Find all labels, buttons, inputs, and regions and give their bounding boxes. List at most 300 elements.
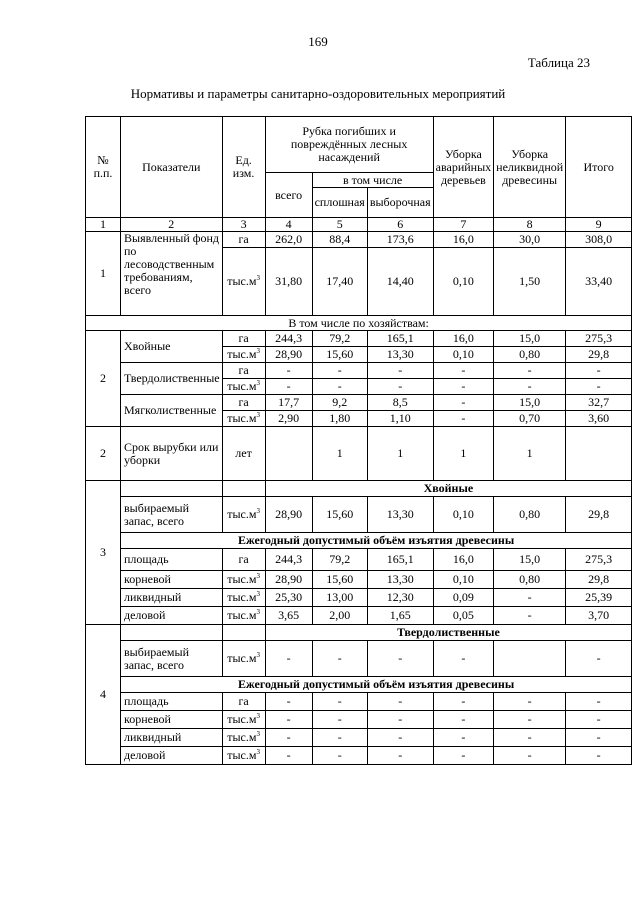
value-cell [265, 347, 312, 363]
unit-cell [222, 232, 265, 248]
value-cell [367, 693, 433, 711]
cell-text: - [337, 730, 342, 744]
value-cell [367, 395, 433, 411]
cell-text: 0,10 [452, 274, 474, 288]
header-clear [312, 188, 367, 218]
indicator-label [121, 331, 223, 363]
cell-text: - [337, 363, 342, 377]
column-number [222, 218, 265, 232]
cell-text: - [398, 694, 403, 708]
cell-text: 1 [526, 446, 533, 460]
unit-cell [222, 379, 265, 395]
column-number [367, 218, 433, 232]
cell-text: 8,5 [392, 395, 408, 409]
value-cell [265, 427, 312, 481]
cell-text: - [527, 694, 532, 708]
value-cell [566, 497, 632, 533]
header-illiquid [494, 117, 566, 218]
cell-text: 88,4 [329, 232, 351, 246]
value-cell [265, 607, 312, 625]
column-number [566, 218, 632, 232]
cell-text: Ежегодный допустимый объём изъятия древесины [237, 677, 515, 691]
value-cell [265, 248, 312, 316]
cell-text: 173,6 [386, 232, 414, 246]
cell-text: - [286, 730, 291, 744]
cell-text: Срок вырубки или уборки [124, 439, 219, 467]
cell-text: 4 [285, 217, 292, 231]
value-cell [312, 427, 367, 481]
cell-text: - [461, 748, 466, 762]
value-cell [312, 232, 367, 248]
column-number [265, 218, 312, 232]
cell-text: - [286, 712, 291, 726]
value-cell [367, 331, 433, 347]
blank-cell [222, 625, 265, 641]
value-cell [312, 589, 367, 607]
cell-text: 25,39 [585, 590, 613, 604]
cell-text: 1 [100, 217, 106, 231]
cell-text: выборочная [369, 195, 431, 209]
cell-text: тыс.м [227, 379, 257, 393]
cell-text: 15,0 [519, 552, 541, 566]
cell-text: 33,40 [585, 274, 613, 288]
value-cell [367, 589, 433, 607]
cell-text: Рубка погибших и повреждённых лесных насаждений [290, 124, 408, 164]
cubic-superscript: 3 [256, 572, 260, 580]
cell-text: 29,8 [588, 572, 610, 586]
cell-text: - [596, 712, 601, 726]
cell-text: - [286, 694, 291, 708]
cell-text: тыс.м [227, 274, 257, 288]
cell-text: 15,60 [326, 572, 354, 586]
value-cell [433, 571, 493, 589]
cell-text: сплошная [314, 195, 365, 209]
unit-cell [222, 549, 265, 571]
value-cell [433, 693, 493, 711]
value-cell [566, 331, 632, 347]
indicator-label [121, 549, 223, 571]
cell-text: - [398, 712, 403, 726]
cell-text: 16,0 [452, 552, 474, 566]
indicator-label [121, 747, 223, 765]
table-label: Таблица 23 [527, 55, 590, 70]
cell-text: деловой [124, 608, 166, 622]
cubic-superscript: 3 [256, 507, 260, 515]
table-row [86, 363, 632, 379]
section-heading [265, 481, 632, 497]
cell-text: - [527, 712, 532, 726]
column-number [121, 218, 223, 232]
cell-text: 79,2 [329, 552, 351, 566]
cell-text: 13,30 [386, 347, 414, 361]
cell-text: Ед. изм. [232, 153, 255, 180]
cell-text: 0,10 [452, 507, 474, 521]
unit-cell [222, 589, 265, 607]
cell-text: выбираемый запас, всего [124, 644, 189, 672]
cubic-superscript: 3 [256, 712, 260, 720]
cell-text: - [527, 748, 532, 762]
value-cell [494, 347, 566, 363]
cell-text: - [337, 694, 342, 708]
header-selective [367, 188, 433, 218]
cell-text: 28,90 [275, 507, 303, 521]
value-cell [312, 747, 367, 765]
indicator-label [121, 395, 223, 427]
indicator-label [121, 589, 223, 607]
value-cell [433, 747, 493, 765]
indicator-label [121, 427, 223, 481]
cell-text: деловой [124, 748, 166, 762]
value-cell [265, 497, 312, 533]
value-cell [433, 363, 493, 379]
indicator-label [121, 497, 223, 533]
cubic-superscript: 3 [256, 748, 260, 756]
cell-text: тыс.м [227, 608, 257, 622]
cell-text: 31,80 [275, 274, 303, 288]
column-number [86, 218, 121, 232]
cell-text: 0,10 [452, 572, 474, 586]
value-cell [566, 589, 632, 607]
cell-text: Итого [583, 159, 614, 174]
cell-text: - [398, 748, 403, 762]
cell-text: 275,3 [585, 331, 613, 345]
value-cell [494, 411, 566, 427]
cell-text: тыс.м [227, 730, 257, 744]
cell-text: 1,10 [389, 411, 411, 425]
value-cell [433, 232, 493, 248]
value-cell [312, 347, 367, 363]
cell-text: 9 [595, 217, 602, 231]
blank-cell [222, 481, 265, 497]
value-cell [566, 729, 632, 747]
cell-text: № п.п. [93, 153, 113, 180]
value-cell [494, 711, 566, 729]
row-number [86, 331, 121, 427]
cell-text: 1 [100, 266, 106, 280]
norms-table [85, 116, 632, 765]
value-cell [265, 747, 312, 765]
value-cell [566, 549, 632, 571]
cell-text: тыс.м [227, 748, 257, 762]
value-cell [312, 395, 367, 411]
value-cell [265, 331, 312, 347]
table-row [86, 729, 632, 747]
cell-text: Твердолиственные [396, 625, 500, 639]
cell-text: га [238, 232, 249, 246]
cell-text: 2,00 [329, 608, 351, 622]
cell-text: Уборка неликвидной древесины [496, 146, 564, 187]
value-cell [494, 747, 566, 765]
cell-text: 3,70 [588, 608, 610, 622]
indicator-label [121, 711, 223, 729]
cell-text: 3,60 [588, 411, 610, 425]
indicator-label [121, 571, 223, 589]
cubic-superscript: 3 [256, 379, 260, 387]
value-cell [566, 347, 632, 363]
cubic-superscript: 3 [256, 590, 260, 598]
cell-text: - [398, 651, 403, 665]
value-cell [312, 711, 367, 729]
section-subheading [121, 677, 632, 693]
column-numbers-row [86, 218, 632, 232]
value-cell [265, 693, 312, 711]
value-cell [433, 711, 493, 729]
value-cell [312, 331, 367, 347]
cell-text: 1,80 [329, 411, 351, 425]
header-felling [265, 117, 433, 173]
cell-text: Выявленный фонд по лесоводственным требованиям, всего [124, 231, 220, 297]
cell-text: - [461, 712, 466, 726]
cell-text: ликвидный [124, 730, 182, 744]
indicator-label [121, 232, 223, 316]
value-cell [265, 641, 312, 677]
cell-text: лет [235, 446, 252, 460]
cell-text: 28,90 [275, 347, 303, 361]
cell-text: - [461, 411, 466, 425]
value-cell [566, 411, 632, 427]
cell-text: 0,80 [519, 347, 541, 361]
value-cell [566, 711, 632, 729]
cell-text: 7 [460, 217, 467, 231]
cubic-superscript: 3 [256, 274, 260, 282]
cell-text: 15,60 [326, 507, 354, 521]
value-cell [433, 347, 493, 363]
value-cell [367, 571, 433, 589]
cell-text: 8 [526, 217, 533, 231]
table-row [86, 331, 632, 347]
cell-text: - [527, 730, 532, 744]
indicator-label [121, 729, 223, 747]
cell-text: 9,2 [332, 395, 348, 409]
cell-text: га [238, 395, 249, 409]
cell-text: - [398, 730, 403, 744]
unit-cell [222, 248, 265, 316]
table-row [86, 549, 632, 571]
cell-text: 12,30 [386, 590, 414, 604]
cell-text: 244,3 [275, 331, 303, 345]
value-cell [433, 395, 493, 411]
value-cell [367, 711, 433, 729]
value-cell [433, 331, 493, 347]
value-cell [433, 549, 493, 571]
cell-text: площадь [124, 552, 169, 566]
cell-text: 244,3 [275, 552, 303, 566]
cell-text: - [596, 379, 601, 393]
cell-text: - [398, 379, 403, 393]
cubic-superscript: 3 [256, 730, 260, 738]
value-cell [367, 347, 433, 363]
value-cell [265, 711, 312, 729]
value-cell [265, 571, 312, 589]
unit-cell [222, 693, 265, 711]
value-cell [494, 729, 566, 747]
value-cell [433, 589, 493, 607]
section-heading-row [86, 625, 632, 641]
value-cell [566, 571, 632, 589]
value-cell [494, 248, 566, 316]
cell-text: 308,0 [585, 232, 613, 246]
section-heading-row [86, 677, 632, 693]
cell-text: - [337, 748, 342, 762]
cell-text: - [596, 363, 601, 377]
blank-cell [121, 481, 223, 497]
cell-text: - [527, 363, 532, 377]
value-cell [494, 363, 566, 379]
value-cell [433, 379, 493, 395]
value-cell [265, 232, 312, 248]
value-cell [433, 641, 493, 677]
cell-text: Показатели [142, 159, 201, 174]
cell-text: 13,00 [326, 590, 354, 604]
value-cell [433, 427, 493, 481]
unit-cell [222, 411, 265, 427]
column-number [433, 218, 493, 232]
value-cell [312, 497, 367, 533]
cell-text: Хвойные [124, 339, 171, 353]
cell-text: 16,0 [452, 232, 474, 246]
cell-text: 5 [336, 217, 343, 231]
cell-text: 2 [100, 446, 106, 460]
table-row [86, 607, 632, 625]
value-cell [367, 232, 433, 248]
header-including [312, 173, 433, 188]
cell-text: 15,0 [519, 395, 541, 409]
value-cell [494, 693, 566, 711]
value-cell [566, 363, 632, 379]
value-cell [494, 379, 566, 395]
value-cell [494, 589, 566, 607]
table-row [86, 571, 632, 589]
value-cell [433, 607, 493, 625]
cell-text: га [238, 363, 249, 377]
indicator-label [121, 363, 223, 395]
section-heading-row [86, 533, 632, 549]
value-cell [566, 693, 632, 711]
section-heading [86, 316, 632, 331]
unit-cell [222, 331, 265, 347]
value-cell [367, 607, 433, 625]
header-grand-total [566, 117, 632, 218]
cell-text: 1 [397, 446, 404, 460]
cell-text: тыс.м [227, 572, 257, 586]
cell-text: В том числе по хозяйствам: [288, 315, 429, 330]
indicator-label [121, 693, 223, 711]
value-cell [367, 427, 433, 481]
table-row [86, 395, 632, 411]
value-cell [494, 607, 566, 625]
value-cell [367, 363, 433, 379]
cell-text: 165,1 [386, 552, 414, 566]
cell-text: 4 [100, 687, 106, 701]
cell-text: 2 [168, 217, 175, 231]
header-emergency [433, 117, 493, 218]
cell-text: - [461, 379, 466, 393]
value-cell [312, 248, 367, 316]
cell-text: 13,30 [386, 572, 414, 586]
value-cell [494, 549, 566, 571]
cell-text: - [596, 730, 601, 744]
value-cell [312, 411, 367, 427]
value-cell [367, 379, 433, 395]
section-heading [265, 625, 632, 641]
value-cell [265, 395, 312, 411]
table-row [86, 427, 632, 481]
value-cell [566, 248, 632, 316]
unit-cell [222, 641, 265, 677]
cell-text: 1 [336, 446, 343, 460]
row-number [86, 232, 121, 316]
value-cell [265, 729, 312, 747]
value-cell [265, 589, 312, 607]
value-cell [367, 747, 433, 765]
header-indicators [121, 117, 223, 218]
table-row [86, 711, 632, 729]
cell-text: - [461, 395, 466, 409]
cell-text: тыс.м [227, 411, 257, 425]
cell-text: тыс.м [227, 347, 257, 361]
cell-text: 28,90 [275, 572, 303, 586]
value-cell [265, 549, 312, 571]
cell-text: ликвидный [124, 590, 182, 604]
document-title: Нормативы и параметры санитарно-оздоровительных мероприятий [130, 86, 506, 101]
unit-cell [222, 729, 265, 747]
unit-cell [222, 711, 265, 729]
table-row [86, 232, 632, 248]
value-cell [494, 331, 566, 347]
cell-text: - [461, 730, 466, 744]
cell-text: 0,10 [452, 347, 474, 361]
value-cell [265, 411, 312, 427]
cell-text: корневой [124, 712, 171, 726]
cell-text: - [286, 363, 291, 377]
blank-cell [121, 625, 223, 641]
value-cell [566, 607, 632, 625]
cell-text: Хвойные [423, 481, 474, 495]
cell-text: 0,09 [452, 590, 474, 604]
header-total [265, 173, 312, 218]
value-cell [367, 497, 433, 533]
cell-text: 0,70 [519, 411, 541, 425]
cell-text: - [337, 651, 342, 665]
cell-text: 1,50 [519, 274, 541, 288]
row-number [86, 481, 121, 625]
cell-text: 25,30 [275, 590, 303, 604]
cell-text: 15,0 [519, 331, 541, 345]
value-cell [312, 729, 367, 747]
cell-text: 29,8 [588, 347, 610, 361]
value-cell [494, 571, 566, 589]
unit-cell [222, 395, 265, 411]
cell-text: 3 [100, 545, 106, 559]
cell-text: 29,8 [588, 507, 610, 521]
cell-text: га [238, 331, 249, 345]
cell-text: 32,7 [588, 395, 610, 409]
table-row [86, 747, 632, 765]
value-cell [312, 549, 367, 571]
cell-text: тыс.м [227, 590, 257, 604]
unit-cell [222, 363, 265, 379]
value-cell [265, 379, 312, 395]
cell-text: га [238, 694, 249, 708]
section-heading-row [86, 316, 632, 331]
column-number [494, 218, 566, 232]
value-cell [433, 411, 493, 427]
value-cell [312, 571, 367, 589]
value-cell [494, 497, 566, 533]
cell-text: 262,0 [275, 232, 303, 246]
value-cell [566, 427, 632, 481]
value-cell [494, 232, 566, 248]
